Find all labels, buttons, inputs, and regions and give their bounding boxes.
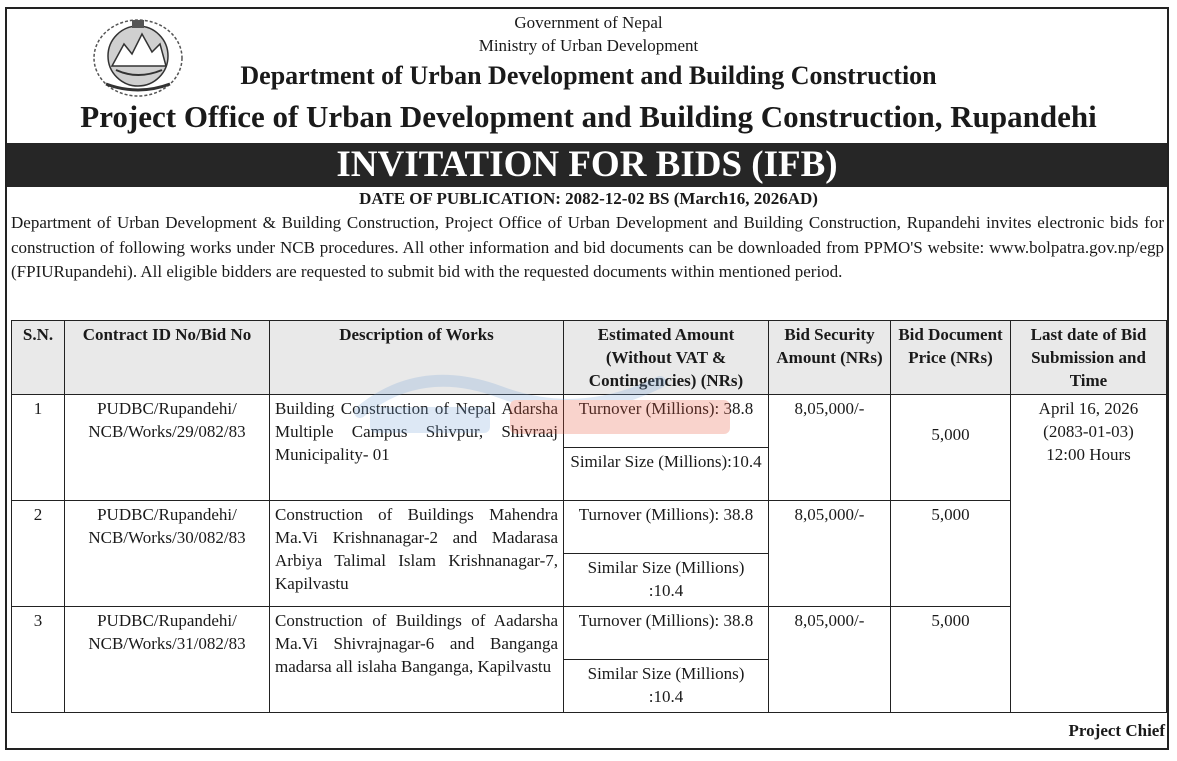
- project-office-title: Project Office of Urban Development and Building Construction, Rupandehi: [80, 99, 1097, 134]
- table-row: [12, 501, 1167, 554]
- project-chief-signature: Project Chief: [1068, 721, 1165, 740]
- bids-table: [11, 320, 1167, 713]
- publication-date: [0, 189, 1177, 209]
- row-description: Building Construction of Nepal Adarsha Multiple Campus Shivpur, Shivraaj Municipality- 01: [270, 395, 564, 501]
- header-estimated-amount: Estimated Amount (Without VAT & Contingencies) (NRs): [564, 321, 769, 395]
- row-description: Construction of Buildings Mahendra Ma.Vi Krishnanagar-2 and Madarasa Arbiya Talimal Islam Krishnanagar-7, Kapilvastu: [270, 501, 564, 607]
- header-document-price: Bid Document Price (NRs): [891, 321, 1011, 395]
- department-title: Department of Urban Development and Building Construction: [240, 61, 937, 90]
- deadline-cell: [1011, 395, 1167, 713]
- table-row: [12, 395, 1167, 448]
- row-turnover: Turnover (Millions): 38.8: [564, 501, 769, 554]
- header-sn: S.N.: [12, 321, 65, 395]
- intro-paragraph: Department of Urban Development & Building Construction, Project Office of Urban Development and Building Construction, Rupandehi invites electronic bids for construction of following works under NCB procedures. All other information and bid documents can be downloaded from PPMO'S website: www.bolpatra.gov.np/egp (FPIURupandehi). All eligible bidders are requested to submit bid with the requested documents within mentioned period.: [11, 213, 1164, 281]
- row-contract-id: PUDBC/Rupandehi/ NCB/Works/29/082/83: [65, 395, 270, 501]
- table-row: [12, 607, 1167, 660]
- row-similar-size: Similar Size (Millions):10.4: [564, 448, 769, 501]
- row-document-price: 5,000: [891, 395, 1011, 501]
- deadline-time: 12:00 Hours: [1046, 445, 1131, 464]
- row-bid-security: 8,05,000/-: [769, 501, 891, 607]
- deadline-date-bs: (2083-01-03): [1043, 422, 1134, 441]
- ifb-banner: INVITATION FOR BIDS (IFB): [7, 143, 1167, 187]
- row-document-price: 5,000: [891, 607, 1011, 713]
- row-turnover: Turnover (Millions): 38.8: [564, 395, 769, 448]
- government-title: Government of Nepal: [514, 13, 663, 32]
- row-sn: 2: [12, 501, 65, 607]
- row-sn: 1: [12, 395, 65, 501]
- row-bid-security: 8,05,000/-: [769, 607, 891, 713]
- row-turnover: Turnover (Millions): 38.8: [564, 607, 769, 660]
- table-header-row: [12, 321, 1167, 395]
- ministry-title: Ministry of Urban Development: [478, 36, 699, 55]
- deadline-date-ad: April 16, 2026: [1038, 399, 1139, 418]
- row-description: Construction of Buildings of Aadarsha Ma.Vi Shivrajnagar-6 and Banganga madarsa all islaha Banganga, Kapilvastu: [270, 607, 564, 713]
- row-similar-size: Similar Size (Millions) :10.4: [564, 554, 769, 607]
- row-similar-size: Similar Size (Millions) :10.4: [564, 660, 769, 713]
- publication-label: DATE OF PUBLICATION: [359, 189, 556, 208]
- row-bid-security: 8,05,000/-: [769, 395, 891, 501]
- header-contract-id: Contract ID No/Bid No: [65, 321, 270, 395]
- row-contract-id: PUDBC/Rupandehi/ NCB/Works/30/082/83: [65, 501, 270, 607]
- header-deadline: Last date of Bid Submission and Time: [1011, 321, 1167, 395]
- publication-value: : 2082-12-02 BS (March16, 2026AD): [555, 189, 818, 208]
- row-sn: 3: [12, 607, 65, 713]
- header-description: Description of Works: [270, 321, 564, 395]
- row-contract-id: PUDBC/Rupandehi/ NCB/Works/31/082/83: [65, 607, 270, 713]
- header-bid-security: Bid Security Amount (NRs): [769, 321, 891, 395]
- row-document-price: 5,000: [891, 501, 1011, 607]
